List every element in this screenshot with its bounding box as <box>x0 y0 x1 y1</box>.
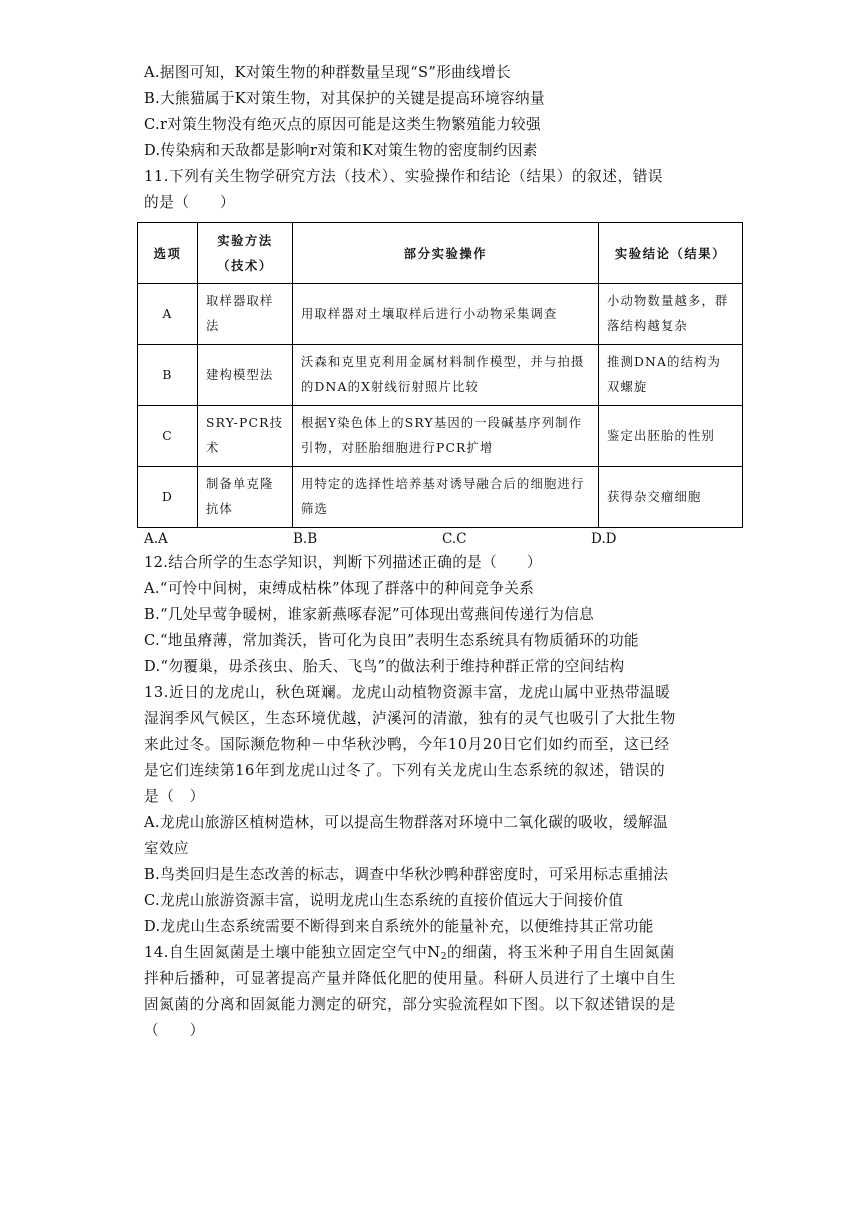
question-12 <box>144 550 740 680</box>
cell-option: D <box>138 467 198 528</box>
option-c: C.r对策生物没有绝灭点的原因可能是这类生物繁殖能力较强 <box>144 116 541 133</box>
question-stem-line <box>144 940 740 966</box>
option-a: A.龙虎山旅游区植树造林，可以提高生物群落对环境中二氧化碳的吸收，缓解温 <box>144 814 668 831</box>
question-10-options <box>144 60 740 164</box>
question-stem-line: 11.下列有关生物学研究方法（技术）、实验操作和结论（结果）的叙述，错误 <box>144 168 664 185</box>
question-13 <box>144 680 740 940</box>
question-stem-line: 的是（ ） <box>144 194 236 211</box>
cell-result: 鉴定出胚胎的性别 <box>599 406 743 467</box>
option-a: A.据图可知，K对策生物的种群数量呈现“S”形曲线增长 <box>144 64 511 81</box>
option-c: C.“地虽瘠薄，常加粪沃，皆可化为良田”表明生态系统具有物质循环的功能 <box>144 632 639 649</box>
table-header-row <box>138 223 743 284</box>
cell-operation: 根据Y染色体上的SRY基因的一段碱基序列制作引物，对胚胎细胞进行PCR扩增 <box>293 406 599 467</box>
question-stem-line: 固氮菌的分离和固氮能力测定的研究，部分实验流程如下图。以下叙述错误的是 <box>144 996 676 1013</box>
stem-text: 14.自生固氮菌是土壤中能独立固定空气中N <box>144 944 441 961</box>
option-c: C.龙虎山旅游资源丰富，说明龙虎山生态系统的直接价值远大于间接价值 <box>144 892 624 909</box>
question-stem-line: 来此过冬。国际濒危物种－中华秋沙鸭，今年10月20日它们如约而至，这已经 <box>144 736 670 753</box>
question-stem: 12.结合所学的生态学知识，判断下列描述正确的是（ ） <box>144 554 542 571</box>
question-14 <box>144 940 740 1044</box>
question-stem-line: 是（ ） <box>144 788 205 805</box>
cell-result: 推测DNA的结构为双螺旋 <box>599 345 743 406</box>
answer-option-b: B.B <box>293 531 318 547</box>
question-11 <box>144 164 740 550</box>
question-stem-line: 是它们连续第16年到龙虎山过冬了。下列有关龙虎山生态系统的叙述，错误的 <box>144 762 666 779</box>
answer-option-d: D.D <box>591 531 617 547</box>
header-result: 实验结论（结果） <box>599 223 743 284</box>
option-b: B.大熊猫属于K对策生物，对其保护的关键是提高环境容纳量 <box>144 90 545 107</box>
cell-option: B <box>138 345 198 406</box>
answer-option-a: A.A <box>144 531 168 547</box>
option-d: D.龙虎山生态系统需要不断得到来自系统外的能量补充，以便维持其正常功能 <box>144 918 654 935</box>
stem-text: 的细菌，将玉米种子用自生固氮菌 <box>447 944 675 961</box>
answer-option-c: C.C <box>442 531 467 547</box>
exam-page <box>144 60 740 1044</box>
cell-result: 获得杂交瘤细胞 <box>599 467 743 528</box>
question-stem-line: 拌种后播种，可显著提高产量并降低化肥的使用量。科研人员进行了土壤中自生 <box>144 970 676 987</box>
table-row <box>138 406 743 467</box>
question-stem-line: 湿润季风气候区，生态环境优越，泸溪河的清澈，独有的灵气也吸引了大批生物 <box>144 710 676 727</box>
cell-option: A <box>138 284 198 345</box>
header-operation: 部分实验操作 <box>293 223 599 284</box>
option-d: D.传染病和天敌都是影响r对策和K对策生物的密度制约因素 <box>144 142 538 159</box>
table-row <box>138 284 743 345</box>
question-stem-line: 13.近日的龙虎山，秋色斑斓。龙虎山动植物资源丰富，龙虎山属中亚热带温暖 <box>144 684 671 701</box>
cell-method: 建构模型法 <box>198 345 293 406</box>
experiment-table <box>137 222 743 528</box>
cell-result: 小动物数量越多，群落结构越复杂 <box>599 284 743 345</box>
cell-operation: 用取样器对土壤取样后进行小动物采集调查 <box>293 284 599 345</box>
header-option: 选项 <box>138 223 198 284</box>
cell-operation: 沃森和克里克利用金属材料制作模型，并与拍摄的DNA的X射线衍射照片比较 <box>293 345 599 406</box>
cell-method: 取样器取样法 <box>198 284 293 345</box>
question-stem-line: （ ） <box>144 1022 205 1039</box>
subscript: 2 <box>440 952 448 962</box>
option-d: D.“勿覆巢，毋杀孩虫、胎夭、飞鸟”的做法利于维持种群正常的空间结构 <box>144 658 625 675</box>
option-b: B.鸟类回归是生态改善的标志，调查中华秋沙鸭种群密度时，可采用标志重捕法 <box>144 866 669 883</box>
option-b: B.“几处早莺争暖树，谁家新燕啄春泥”可体现出莺燕间传递行为信息 <box>144 606 595 623</box>
cell-option: C <box>138 406 198 467</box>
cell-method: 制备单克隆抗体 <box>198 467 293 528</box>
table-row <box>138 467 743 528</box>
cell-method: SRY-PCR技术 <box>198 406 293 467</box>
option-a: A.“可怜中间树，束缚成枯株”体现了群落中的种间竞争关系 <box>144 580 535 597</box>
header-method: 实验方法（技术） <box>198 223 293 284</box>
table-row <box>138 345 743 406</box>
cell-operation: 用特定的选择性培养基对诱导融合后的细胞进行筛选 <box>293 467 599 528</box>
option-a-continued: 室效应 <box>144 840 189 857</box>
answer-options <box>144 528 740 550</box>
